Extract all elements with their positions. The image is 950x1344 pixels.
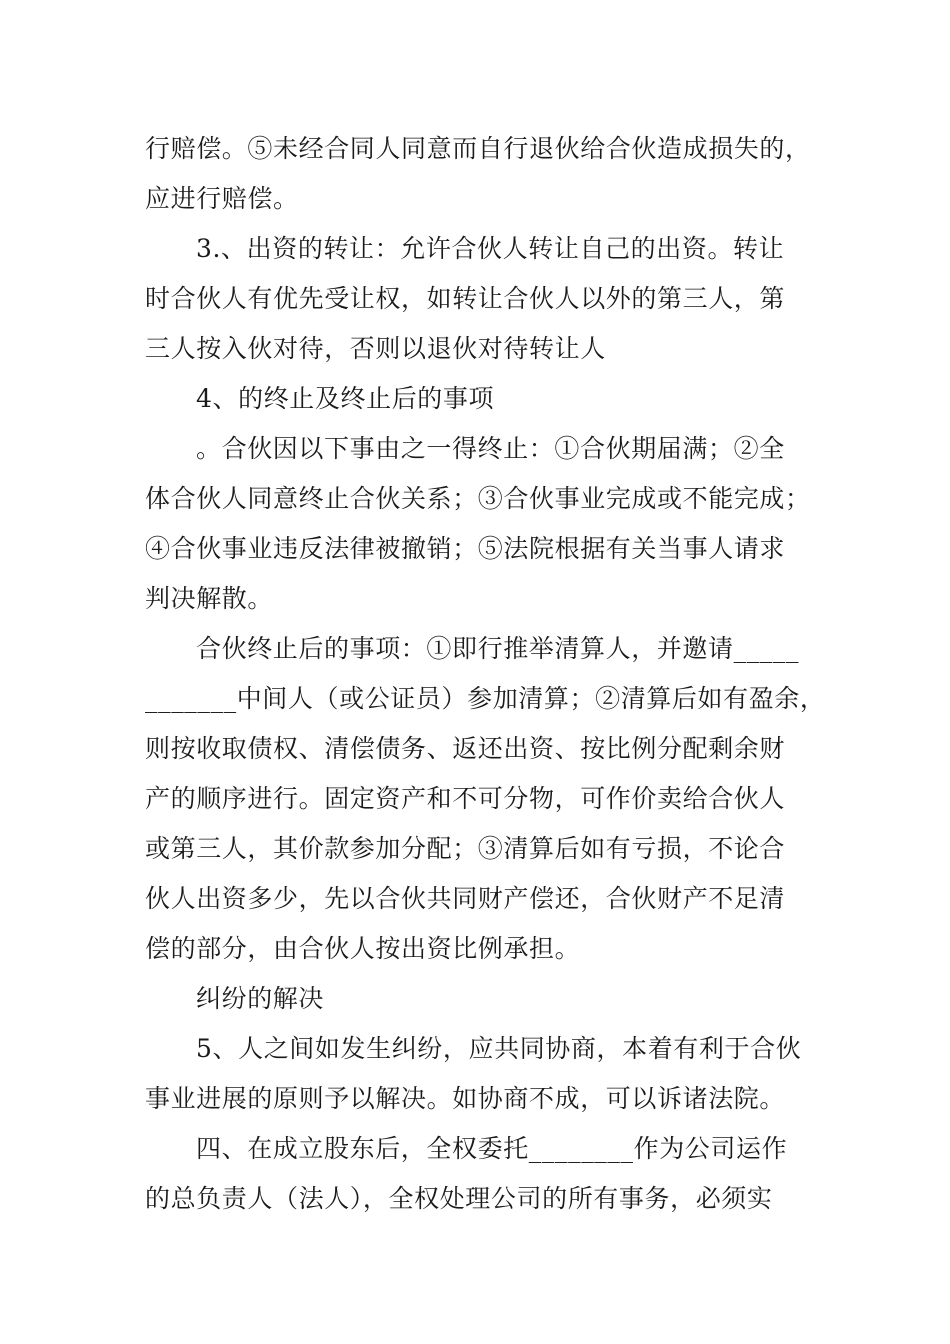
paragraph-line: 偿的部分，由合伙人按出资比例承担。 [145, 934, 581, 963]
paragraph-line: 5、人之间如发生纠纷，应共同协商，本着有利于合伙 [196, 1034, 802, 1063]
paragraph-line: 三人按入伙对待，否则以退伙对待转让人 [145, 334, 606, 363]
paragraph-line: 合伙终止后的事项：①即行推举清算人，并邀请_____ [196, 634, 800, 663]
paragraph-line: _______中间人（或公证员）参加清算；②清算后如有盈余， [145, 684, 826, 713]
paragraph-line: 。合伙因以下事由之一得终止：①合伙期届满；②全 [196, 434, 785, 463]
paragraph-line: 四、在成立股东后，全权委托________作为公司运作 [196, 1134, 788, 1163]
paragraph-line: 则按收取债权、清偿债务、返还出资、按比例分配剩余财 [145, 734, 786, 763]
paragraph-line: 判决解散。 [145, 584, 274, 613]
paragraph-line: 伙人出资多少，先以合伙共同财产偿还，合伙财产不足清 [145, 884, 786, 913]
paragraph-line: 事业进展的原则予以解决。如协商不成，可以诉诸法院。 [145, 1084, 786, 1113]
paragraph-line: 产的顺序进行。固定资产和不可分物，可作价卖给合伙人 [145, 784, 786, 813]
section-heading: 纠纷的解决 [196, 984, 325, 1013]
paragraph-line: 的总负责人（法人），全权处理公司的所有事务，必须实 [145, 1184, 773, 1213]
paragraph-line: 体合伙人同意终止合伙关系；③合伙事业完成或不能完成； [145, 484, 811, 513]
paragraph-line: 或第三人，其价款参加分配；③清算后如有亏损，不论合 [145, 834, 786, 863]
paragraph-line: 应进行赔偿。 [145, 184, 299, 213]
paragraph-line: 行赔偿。⑤未经合同人同意而自行退伙给合伙造成损失的， [145, 134, 811, 163]
paragraph-line: ④合伙事业违反法律被撤销；⑤法院根据有关当事人请求 [145, 534, 786, 563]
section-heading: 4、的终止及终止后的事项 [196, 384, 495, 413]
paragraph-line: 3.、出资的转让：允许合伙人转让自己的出资。转让 [196, 234, 785, 263]
paragraph-line: 时合伙人有优先受让权，如转让合伙人以外的第三人，第 [145, 284, 786, 313]
